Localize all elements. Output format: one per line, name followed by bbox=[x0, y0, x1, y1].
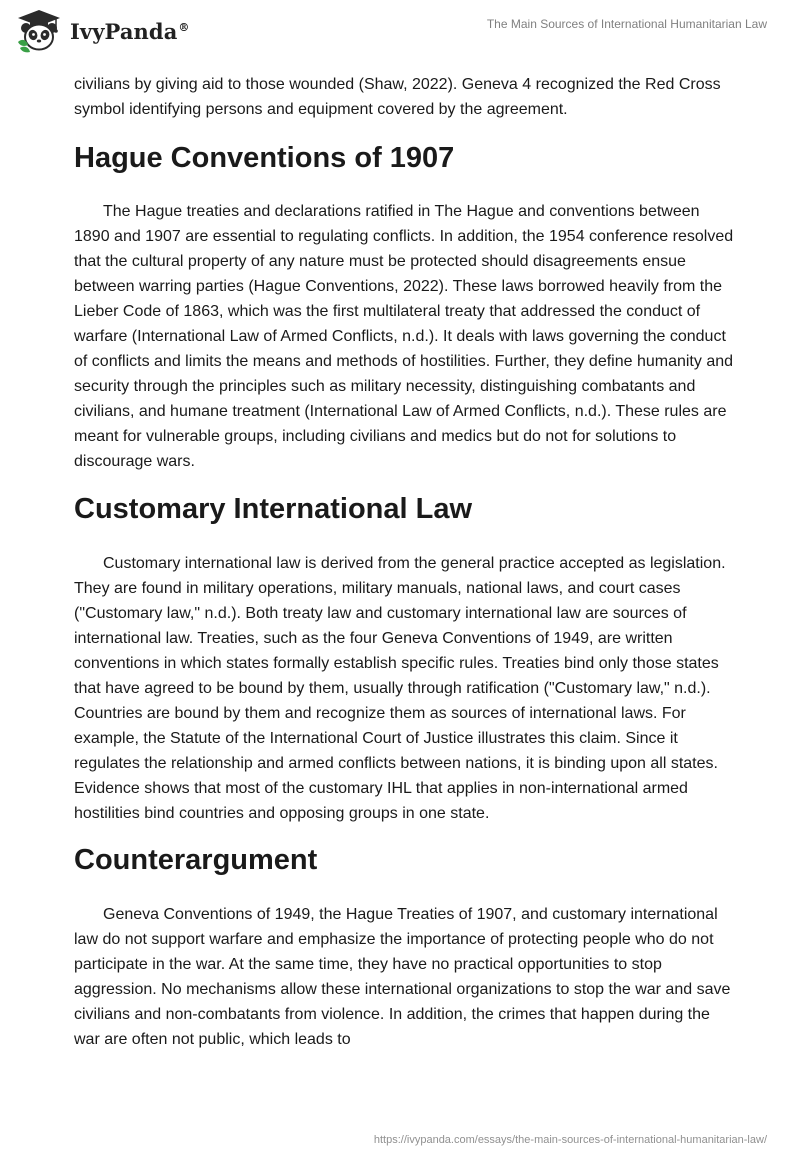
paragraph-customary-law: Customary international law is derived from the general practice accepted as legislation. They are found in military operations, military manuals, national laws, and court cases ("Customary law," n.d.). Both treaty law and customary international law are sources of international law. Treaties, such as the four Geneva Conventions of 1949, are written conventions in which states formally establish specific rules. Treaties bind only those states that have agreed to be bound by them, usually through ratification ("Customary law," n.d.). Countries are bound by them and recognize them as sources of international laws. For example, the Statute of the International Court of Justice illustrates this claim. Since it regulates the relationship and armed conflicts between nations, it is binding upon all states. Evidence shows that most of the customary IHL that applies in non-international armed hostilities bind countries and opposing groups in one state. bbox=[74, 555, 726, 822]
ivypanda-logo[interactable] bbox=[14, 8, 190, 54]
page-header bbox=[0, 0, 800, 66]
registered-mark: ® bbox=[178, 20, 190, 34]
paragraph-counterargument: Geneva Conventions of 1949, the Hague Treaties of 1907, and customary international law do not support warfare and emphasize the importance of protecting people who do not participate in the war. At the same time, they have no practical opportunities to stop aggression. No mechanisms allow these international organizations to stop the war and save civilians and non-combatants from violence. In addition, the crimes that happen during the war are often not public, which leads to bbox=[74, 906, 731, 1048]
paragraph-hague-conventions: The Hague treaties and declarations ratified in The Hague and conventions between 1890 and 1907 are essential to regulating conflicts. In addition, the 1954 conference resolved that the cultural property of any nature must be protected should disagreements ensue between warring parties (Hague Conventions, 2022). These laws borrowed heavily from the Lieber Code of 1863, which was the first multilateral treaty that addressed the conduct of warfare (International Law of Armed Conflicts, n.d.). It deals with laws governing the conduct of conflicts and limits the means and methods of hostilities. Further, they define humanity and security through the principles such as military necessity, distinguishing combatants and civilians, and humane treatment (International Law of Armed Conflicts, n.d.). These rules are meant for vulnerable groups, including civilians and medics but do not for solutions to discourage wars. bbox=[74, 203, 734, 470]
document-title: The Main Sources of International Humanitarian Law bbox=[486, 17, 767, 31]
heading-customary-law: Customary International Law bbox=[74, 493, 473, 525]
heading-counterargument: Counterargument bbox=[74, 844, 318, 876]
brand-name: IvyPanda® bbox=[70, 18, 190, 44]
panda-graduate-icon bbox=[14, 8, 64, 54]
heading-hague-conventions: Hague Conventions of 1907 bbox=[74, 142, 455, 174]
essay-content bbox=[74, 72, 734, 1052]
intro-paragraph: civilians by giving aid to those wounded (Shaw, 2022). Geneva 4 recognized the Red Cross symbol identifying persons and equipment covered by the agreement. bbox=[74, 76, 721, 118]
source-url[interactable]: https://ivypanda.com/essays/the-main-sources-of-international-humanitarian-law/ bbox=[373, 1134, 767, 1146]
